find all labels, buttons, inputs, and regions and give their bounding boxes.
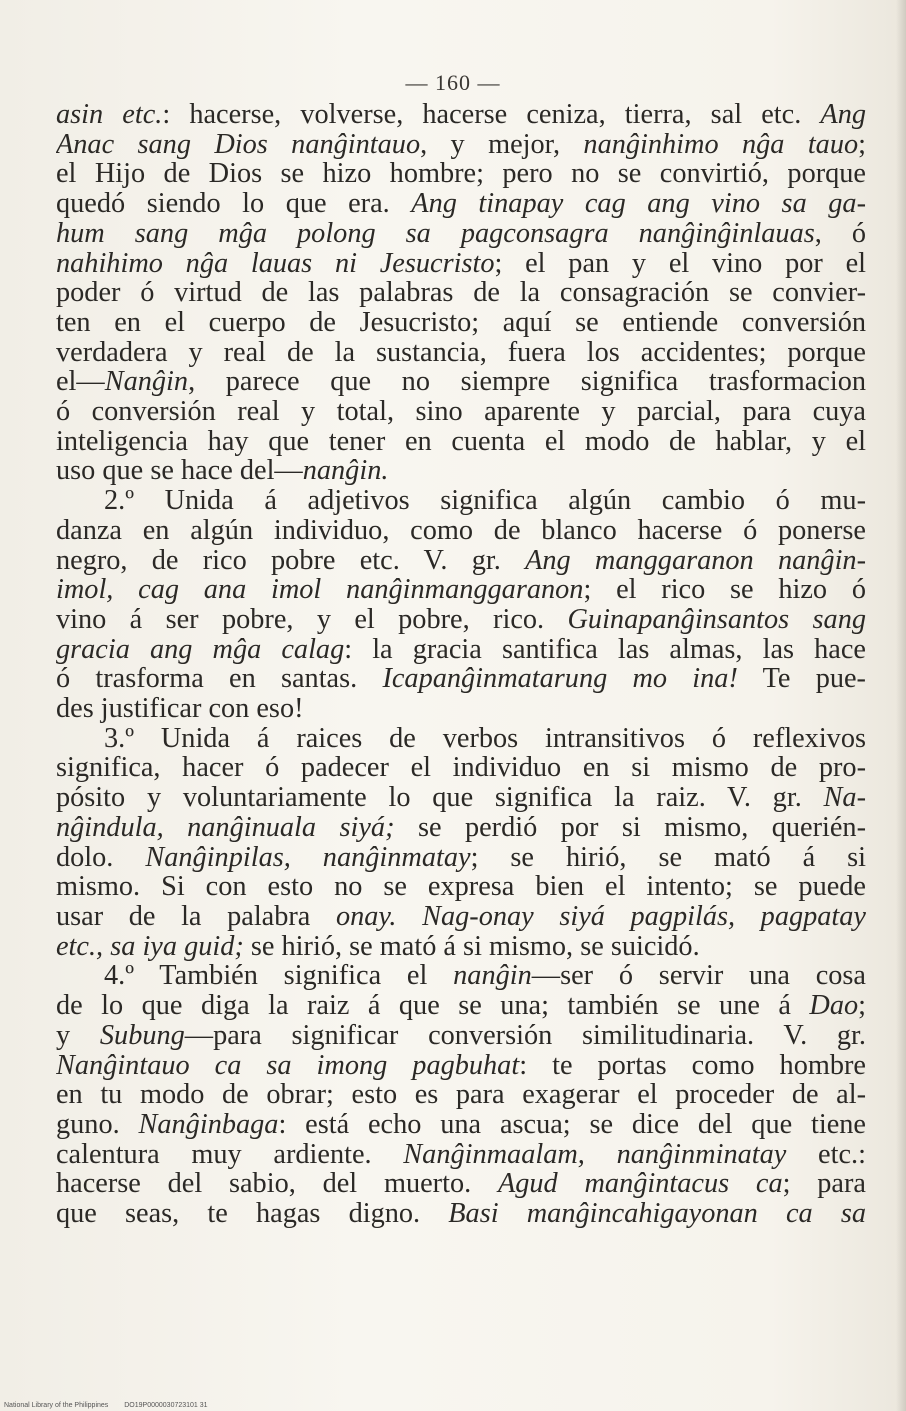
italic-segment: Basi manĝincahigayonan ca sa bbox=[448, 1199, 866, 1229]
text-segment: : está echo una ascua; se dice del que tiene bbox=[278, 1109, 866, 1140]
italic-segment: Ang tinapay cag ang vino sa ga- bbox=[411, 189, 866, 219]
text-segment: , ó bbox=[814, 218, 866, 249]
text-line bbox=[56, 278, 866, 308]
italic-segment: imol, cag ana imol nanĝinmanggaranon bbox=[56, 575, 584, 605]
text-segment: : hacerse, volverse, hacerse ceniza, tierra, sal etc. bbox=[162, 100, 821, 130]
text-line bbox=[56, 130, 866, 160]
text-line bbox=[56, 100, 866, 130]
text-segment: poder ó virtud de las palabras de la consagración se convier- bbox=[56, 278, 866, 308]
italic-segment: Na- bbox=[823, 783, 866, 813]
text-segment: mismo. Si con esto no se expresa bien el intento; se puede bbox=[56, 872, 866, 902]
text-segment: ; el rico se hizo ó bbox=[583, 575, 866, 605]
text-segment: ; bbox=[858, 129, 866, 160]
italic-segment: gracia ang mĝa calag bbox=[56, 634, 345, 665]
text-segment: ; el pan y el vino por el bbox=[494, 248, 866, 279]
text-line bbox=[56, 753, 866, 783]
italic-segment: Agud manĝintacus ca bbox=[497, 1169, 783, 1200]
text-line bbox=[56, 1051, 866, 1081]
text-segment: ; se hirió, se mató á si bbox=[470, 842, 866, 873]
text-segment: ; bbox=[858, 991, 866, 1021]
italic-segment: Nanĝinmaalam, nanĝinminatay bbox=[403, 1139, 787, 1170]
text-segment: , parece que no siempre significa trasformacion bbox=[188, 367, 866, 398]
footer-code: DO19P0000030723101 31 bbox=[124, 1402, 208, 1409]
text-segment: calentura muy ardiente. bbox=[56, 1139, 404, 1170]
italic-segment: Nanĝintauo ca sa imong pagbuhat bbox=[56, 1050, 520, 1081]
text-line bbox=[56, 664, 866, 694]
text-line bbox=[56, 872, 866, 902]
italic-segment: nanĝinhimo nĝa tauo bbox=[583, 129, 859, 160]
text-segment: , y mejor, bbox=[420, 129, 584, 160]
text-segment: pósito y voluntariamente lo que significa la raiz. V. gr. bbox=[56, 783, 824, 813]
text-line bbox=[56, 1021, 866, 1051]
text-segment: 2.º Unida á adjetivos significa algún cambio ó mu- bbox=[104, 486, 866, 516]
text-segment: vino á ser pobre, y el pobre, rico. bbox=[56, 604, 568, 635]
italic-segment: nanĝin bbox=[453, 961, 532, 992]
text-line bbox=[56, 1140, 866, 1170]
text-segment: des justificar con eso! bbox=[56, 694, 304, 724]
text-segment: hacerse del sabio, del muerto. bbox=[56, 1169, 498, 1200]
text-segment: ó conversión real y total, sino aparente y parcial, para cuya bbox=[56, 397, 866, 427]
text-line bbox=[56, 1080, 866, 1110]
italic-segment: nĝindula, nanĝinuala siyá; bbox=[56, 812, 395, 843]
text-segment: —ser ó servir una cosa bbox=[531, 961, 866, 992]
text-line bbox=[56, 783, 866, 813]
italic-segment: onay. Nag-onay siyá pagpilás, pagpatay bbox=[335, 901, 866, 932]
text-segment: ; para bbox=[782, 1169, 866, 1200]
text-segment: usar de la palabra bbox=[56, 901, 336, 932]
text-line bbox=[56, 724, 866, 754]
text-segment: : te portas como hombre bbox=[519, 1050, 866, 1081]
text-line bbox=[56, 932, 866, 962]
text-segment: 4.º También significa el bbox=[104, 961, 454, 992]
text-segment: 3.º Unida á raices de verbos intransitivos ó reflexivos bbox=[104, 723, 866, 754]
italic-segment: Nanĝin bbox=[104, 367, 189, 398]
text-line bbox=[56, 575, 866, 605]
scan-footer bbox=[4, 1402, 222, 1409]
text-line bbox=[56, 991, 866, 1021]
text-segment: se perdió por si mismo, querién- bbox=[394, 812, 866, 843]
italic-segment: Guinapanĝinsantos sang bbox=[567, 604, 866, 635]
text-segment: el— bbox=[56, 367, 105, 398]
text-line bbox=[56, 159, 866, 189]
italic-segment: Anac sang Dios nanĝintauo bbox=[56, 129, 421, 160]
text-line bbox=[56, 546, 866, 576]
text-segment: quedó siendo lo que era. bbox=[56, 189, 412, 219]
text-segment: etc.: bbox=[786, 1139, 866, 1170]
italic-segment: Nanĝinbaga bbox=[138, 1109, 279, 1140]
text-segment: y bbox=[56, 1020, 100, 1051]
text-line bbox=[56, 338, 866, 368]
text-line bbox=[56, 189, 866, 219]
text-segment: que seas, te hagas digno. bbox=[56, 1199, 449, 1229]
italic-segment: hum sang mĝa polong sa pagconsagra nanĝinĝinlauas bbox=[56, 218, 815, 249]
text-segment: Te pue- bbox=[737, 664, 866, 695]
text-line bbox=[56, 843, 866, 873]
italic-segment: Ang bbox=[820, 100, 866, 130]
text-line bbox=[56, 694, 866, 724]
text-line bbox=[56, 486, 866, 516]
text-line bbox=[56, 635, 866, 665]
italic-segment: Ang manggaranon nanĝin- bbox=[525, 545, 866, 576]
footer-library: National Library of the Philippines bbox=[4, 1402, 109, 1409]
text-line bbox=[56, 1169, 866, 1199]
text-line bbox=[56, 516, 866, 546]
italic-segment: Subung bbox=[99, 1020, 185, 1051]
text-segment: —para significar conversión similitudinaria. V. gr. bbox=[184, 1020, 866, 1051]
text-segment: guno. bbox=[56, 1109, 139, 1140]
italic-segment: Icapanĝinmatarung mo ina! bbox=[382, 664, 738, 695]
text-line bbox=[56, 427, 866, 457]
text-segment: danza en algún individuo, como de blanco hacerse ó ponerse bbox=[56, 515, 866, 546]
italic-segment: etc., sa iya guid; bbox=[56, 931, 244, 962]
text-segment: inteligencia hay que tener en cuenta el modo de hablar, y el bbox=[56, 426, 866, 457]
text-line bbox=[56, 397, 866, 427]
page-number: — 160 — bbox=[405, 70, 501, 95]
text-segment: negro, de rico pobre etc. V. gr. bbox=[56, 545, 526, 576]
italic-segment: nanĝin. bbox=[302, 456, 389, 487]
text-line bbox=[56, 456, 866, 486]
text-line bbox=[56, 367, 866, 397]
text-line bbox=[56, 1110, 866, 1140]
italic-segment: etc. bbox=[103, 100, 163, 130]
text-segment: uso que se hace del— bbox=[56, 456, 303, 487]
text-segment: verdadera y real de la sustancia, fuera los accidentes; porque bbox=[56, 337, 866, 368]
text-segment: : la gracia santifica las almas, las hace bbox=[344, 634, 866, 665]
italic-segment: asin bbox=[56, 100, 104, 130]
page-edge-shadow bbox=[896, 0, 906, 1411]
text-segment: se hirió, se mató á si mismo, se suicidó. bbox=[243, 931, 700, 962]
text-segment: dolo. bbox=[56, 842, 146, 873]
text-segment: ten en el cuerpo de Jesucristo; aquí se entiende conversión bbox=[56, 307, 866, 338]
text-line bbox=[56, 605, 866, 635]
text-segment: ó trasforma en santas. bbox=[56, 664, 383, 695]
text-segment: de lo que diga la raiz á que se una; también se une á bbox=[56, 991, 810, 1021]
text-line bbox=[56, 961, 866, 991]
text-line bbox=[56, 249, 866, 279]
text-segment: significa, hacer ó padecer el individuo en si mismo de pro- bbox=[56, 753, 866, 784]
text-line bbox=[56, 219, 866, 249]
body-text bbox=[56, 100, 866, 1229]
text-segment: en tu modo de obrar; esto es para exagerar el proceder de al- bbox=[56, 1080, 866, 1110]
text-line bbox=[56, 1199, 866, 1229]
text-line bbox=[56, 813, 866, 843]
italic-segment: Nanĝinpilas, nanĝinmatay bbox=[145, 842, 471, 873]
italic-segment: nahihimo nĝa lauas ni Jesucristo bbox=[56, 248, 495, 279]
text-segment: el Hijo de Dios se hizo hombre; pero no se convirtió, porque bbox=[56, 159, 866, 190]
text-line bbox=[56, 902, 866, 932]
text-line bbox=[56, 308, 866, 338]
italic-segment: Dao bbox=[809, 991, 859, 1021]
